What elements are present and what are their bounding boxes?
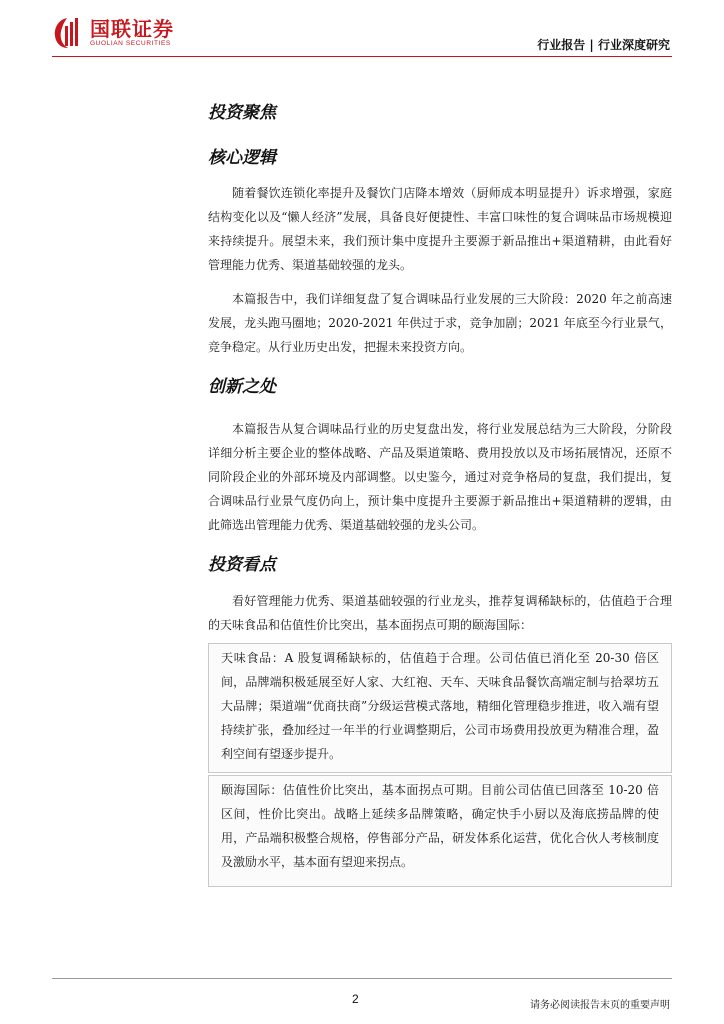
logo-mark-icon [52,16,82,50]
heading-core-logic: 核心逻辑 [208,148,276,168]
heading-investment-focus: 投资聚焦 [208,103,276,123]
paragraph-yihai: 颐海国际：估值性价比突出，基本面拐点可期。目前公司估值已回落至 10-20 倍区间，性价比突出。战略上延续多品牌策略，确定快手小厨以及海底捞品牌的使用，产品端积极整合规格，停售部分产品，研发体系化运营，优化合伙人考核制度及激励水平，基本面有望迎来拐点。 [221,783,659,869]
heading-innovation: 创新之处 [208,377,276,397]
heading-investment-view: 投资看点 [208,555,276,575]
paragraph-innovation: 本篇报告从复合调味品行业的历史复盘出发，将行业发展总结为三大阶段，分阶段详细分析主要企业的整体战略、产品及渠道策略、费用投放以及市场拓展情况，还原不同阶段企业的外部环境及内部调整。以史鉴今，通过对竞争格局的复盘，我们提出，复合调味品行业景气度仍向上，预计集中度提升主要源于新品推出+渠道精耕的逻辑，由此筛选出管理能力优秀、渠道基础较强的龙头公司。 [208,422,672,532]
highlight-box-tianwei [208,643,672,773]
header-divider [52,56,672,57]
logo-english-name: GUOLIAN SECURITIES [90,40,171,47]
paragraph-core-logic-1: 随着餐饮连锁化率提升及餐饮门店降本增效（厨师成本明显提升）诉求增强，家庭结构变化以及“懒人经济”发展，具备良好便捷性、丰富口味性的复合调味品市场规模迎来持续提升。展望未来，我们预计集中度提升主要源于新品推出+渠道精耕，由此看好管理能力优秀、渠道基础较强的龙头。 [208,186,672,272]
paragraph-investment-view: 看好管理能力优秀、渠道基础较强的行业龙头，推荐复调稀缺标的，估值趋于合理的天味食品和估值性价比突出，基本面拐点可期的颐海国际： [208,594,672,632]
highlight-box-yihai [208,775,672,887]
company-logo [52,16,174,50]
page-header [0,0,724,62]
footer-disclaimer: 请务必阅读报告末页的重要声明 [530,1000,670,1011]
logo-chinese-name: 国联证券 [90,17,174,41]
page-number: 2 [352,992,359,1006]
footer-divider [52,978,672,979]
paragraph-core-logic-2: 本篇报告中，我们详细复盘了复合调味品行业发展的三大阶段：2020 年之前高速发展，龙头跑马圈地；2020-2021 年供过于求，竞争加剧；2021 年底至今行业景气，竞争稳定。从行业历史出发，把握未来投资方向。 [208,292,672,354]
paragraph-tianwei: 天味食品：A 股复调稀缺标的，估值趋于合理。公司估值已消化至 20-30 倍区间，品牌端积极延展至好人家、大红袍、天车、天味食品餐饮高端定制与拾翠坊五大品牌；渠道端“优商扶商”分级运营模式落地，精细化管理稳步推进，收入端有望持续扩张，叠加经过一年半的行业调整期后，公司市场费用投放更为精准合理，盈利空间有望逐步提升。 [221,651,659,761]
report-type-label: 行业报告 | 行业深度研究 [537,38,670,52]
